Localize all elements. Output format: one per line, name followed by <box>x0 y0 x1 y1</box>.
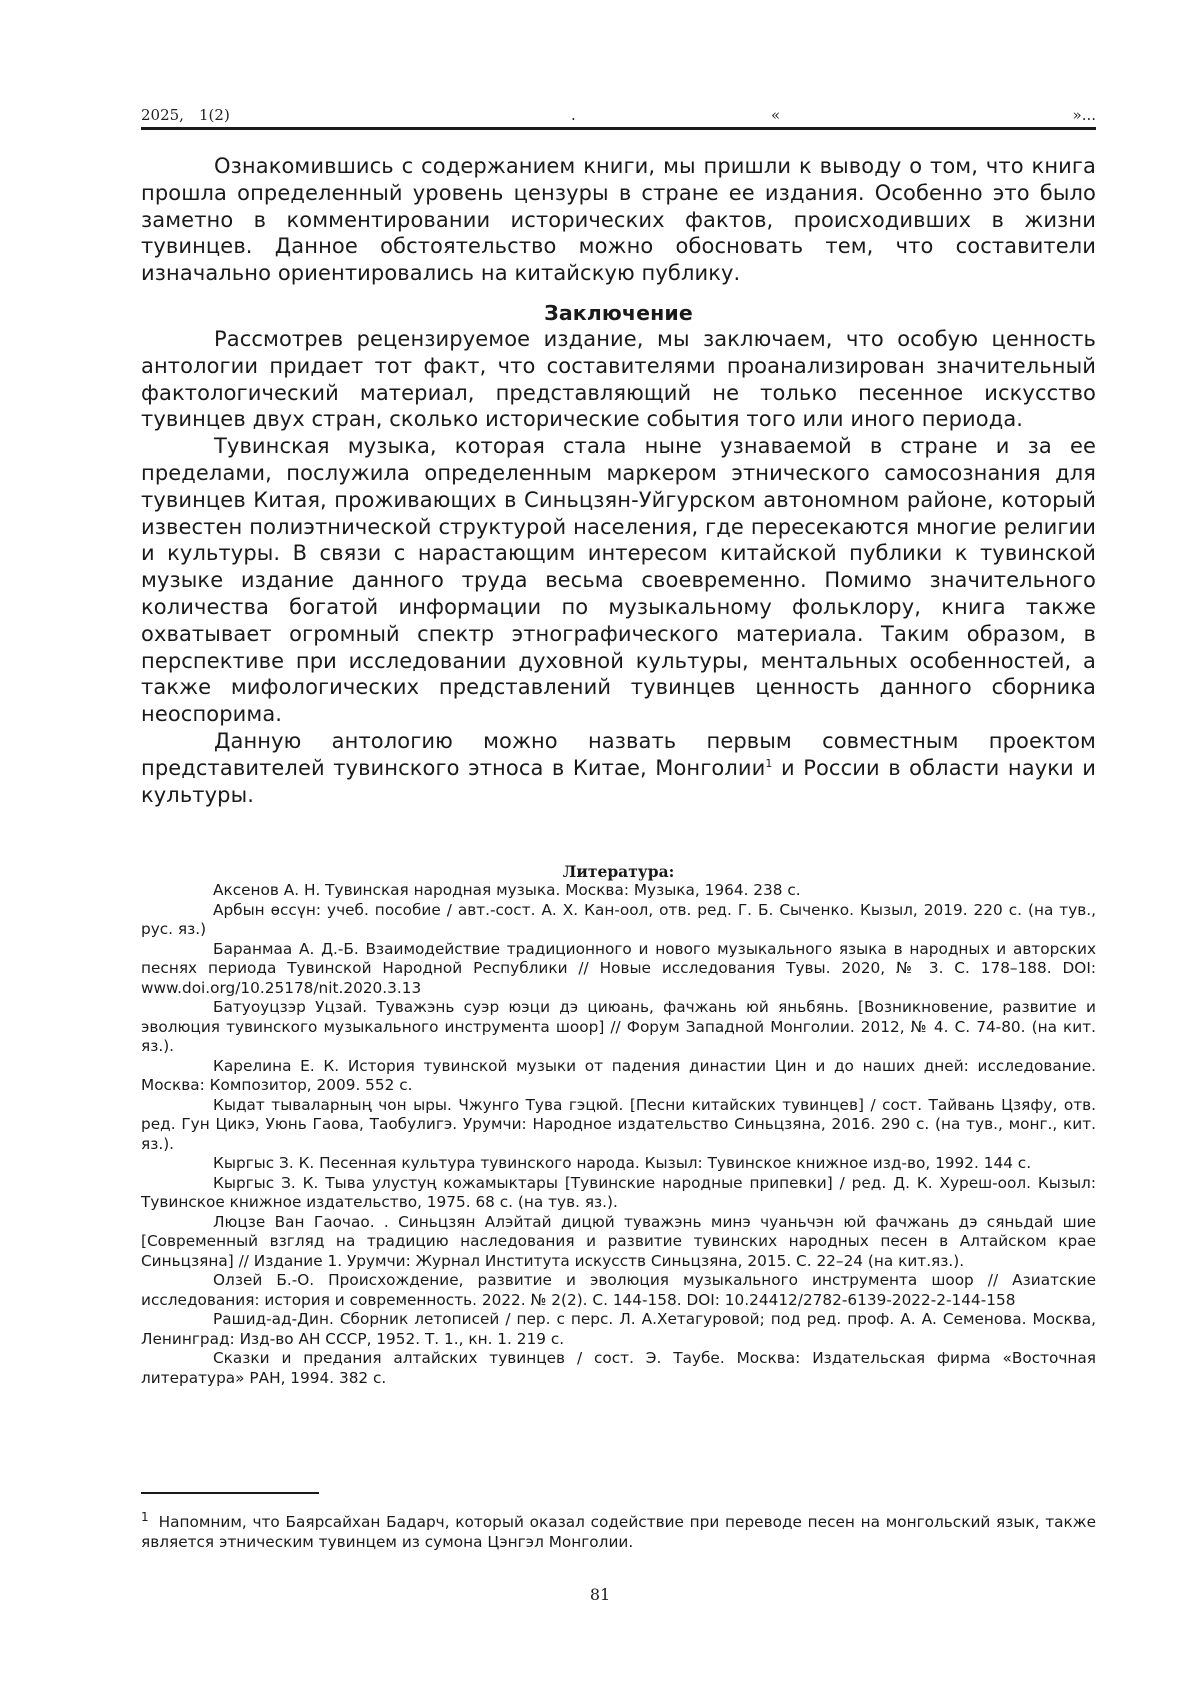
reference-item: Карелина Е. К. История тувинской музыки от падения династии Цин и до наших дней: исследование. Москва: Композитор, 2009. 552 с. <box>141 1056 1096 1094</box>
paragraph-3: Тувинская музыка, которая стала ныне узнаваемой в стране и за ее пределами, послужила определенным маркером этнического самосознания для тувинцев Китая, проживающих в Синьцзян-Уйгурском автономном районе, который известен полиэтнической структурой населения, где пересекаются многие религии и культуры. В связи с нарастающим интересом китайской публики к тувинской музыке издание данного труда весьма своевременно. Помимо значительного количества богатой информации по музыкальному фольклору, книга также охватывает огромный спектр этнографического материала. Таким образом, в перспективе при исследовании духовной культуры, ментальных особенностей, а также мифологических представлений тувинцев ценность данного сборника неоспорима. <box>141 434 1096 727</box>
header-year: 2025, <box>141 106 184 124</box>
reference-item: Кыргыс З. К. Песенная культура тувинского народа. Кызыл: Тувинское книжное изд-во, 1992. 144 с. <box>213 1154 1032 1172</box>
header-dot: . <box>571 106 576 124</box>
paragraph-4-start: Данную антологию можно назвать первым совместным проектом представителей тувинского этноса в Китае, Монголии <box>141 728 1096 780</box>
running-header <box>141 100 1096 130</box>
references-title: Литература: <box>562 862 675 881</box>
footnote-separator <box>141 1492 319 1494</box>
header-quote-close: »... <box>1072 106 1096 124</box>
reference-item: Арбын өссүн: учеб. пособие / авт.-сост. А. Х. Кан-оол, отв. ред. Г. Б. Сыченко. Кызыл, 2019. 220 с. (на тув., рус. яз.) <box>141 900 1096 938</box>
footnote <box>141 1509 1096 1552</box>
header-issue: 1(2) <box>199 106 230 124</box>
main-text <box>141 153 1096 808</box>
footnote-text: Напомним, что Баярсайхан Бадарч, который оказал содействие при переводе песен на монгольский язык, также является этническим тувинцем из сумона Цэнгэл Монголии. <box>141 1513 1096 1551</box>
paragraph-1: Ознакомившись с содержанием книги, мы пришли к выводу о том, что книга прошла определенный уровень цензуры в стране ее издания. Особенно это было заметно в комментировании исторических фактов, происходивших в жизни тувинцев. Данное обстоятельство можно обосновать тем, что составители изначально ориентировались на китайскую публику. <box>141 154 1096 286</box>
header-quote-open: « <box>771 106 781 124</box>
reference-item: Батуоуцзэр Уцзай. Туважэнь суэр юэци дэ циюань, фачжань юй яньбянь. [Возникновение, развитие и эволюция тувинского музыкального инструмента шоор] // Форум Западной Монголии. 2012, № 4. С. 74-80. (на кит. яз.). <box>141 998 1096 1055</box>
reference-item: Рашид-ад-Дин. Сборник летописей / пер. с перс. Л. А.Хетагуровой; под ред. проф. А. А. Семенова. Москва, Ленинград: Изд-во АН СССР, 1952. Т. 1., кн. 1. 219 с. <box>141 1310 1096 1348</box>
footnote-reference[interactable]: 1 <box>765 756 773 770</box>
page-number: 81 <box>589 1585 611 1604</box>
footnote-mark: 1 <box>141 1509 149 1524</box>
paragraph-2: Рассмотрев рецензируемое издание, мы заключаем, что особую ценность антологии придает тот факт, что составителями проанализирован значительный фактологический материал, представляющий не только песенное искусство тувинцев двух стран, сколько исторические события того или иного периода. <box>141 326 1096 432</box>
reference-item: Кыргыс З. К. Тыва улустуң кожамыктары [Тувинские народные припевки] / ред. Д. К. Хуреш-оол. Кызыл: Тувинское книжное издательство, 1975. 68 с. (на тув. яз.). <box>141 1173 1096 1211</box>
reference-item: Баранмаа А. Д.-Б. Взаимодействие традиционного и нового музыкального языка в народных и авторских песнях периода Тувинской Народной Республики // Новые исследования Тувы. 2020, № 3. С. 178–188. DOI: www.doi.org/10.25178/nit.2020.3.13 <box>141 939 1096 997</box>
references-section <box>141 862 1096 1388</box>
paragraph-4 <box>141 728 1096 808</box>
reference-item: Люцзе Ван Гаочао. . Синьцзян Алэйтай дицюй туважэнь минэ чуаньчэн юй фачжань дэ сяньдай шие [Современный взгляд на традицию наследования и развитие тувинских народных песен в Алтайском крае Синьцзяна] // Издание 1. Урумчи: Журнал Института искусств Синьцзяна, 2015. С. 22–24 (на кит.яз.). <box>141 1212 1096 1270</box>
reference-item: Сказки и предания алтайских тувинцев / сост. Э. Таубе. Москва: Издательская фирма «Восточная литература» РАН, 1994. 382 с. <box>141 1349 1096 1387</box>
reference-item: Аксенов А. Н. Тувинская народная музыка. Москва: Музыка, 1964. 238 с. <box>213 881 801 899</box>
header-rule <box>141 127 1096 130</box>
footnote-text-block <box>141 1509 1096 1552</box>
section-heading: Заключение <box>544 300 693 325</box>
paragraph-4-end: и России в области науки и культуры. <box>141 755 1096 807</box>
reference-item: Кыдат тываларның чон ыры. Чжунго Тува гэцюй. [Песни китайских тувинцев] / сост. Тайвань Цзяфу, отв. ред. Гун Цикэ, Уюнь Гаова, Таобулигэ. Урумчи: Народное издательство Синьцзяна, 2016. 290 с. (на тув., монг., кит. яз.). <box>141 1095 1096 1153</box>
reference-item: Олзей Б.-О. Происхождение, развитие и эволюция музыкального инструмента шоор // Азиатские исследования: история и современность. 2022. № 2(2). С. 144-158. DOI: 10.24412/2782-6139-2022-2-144-158 <box>141 1271 1096 1309</box>
